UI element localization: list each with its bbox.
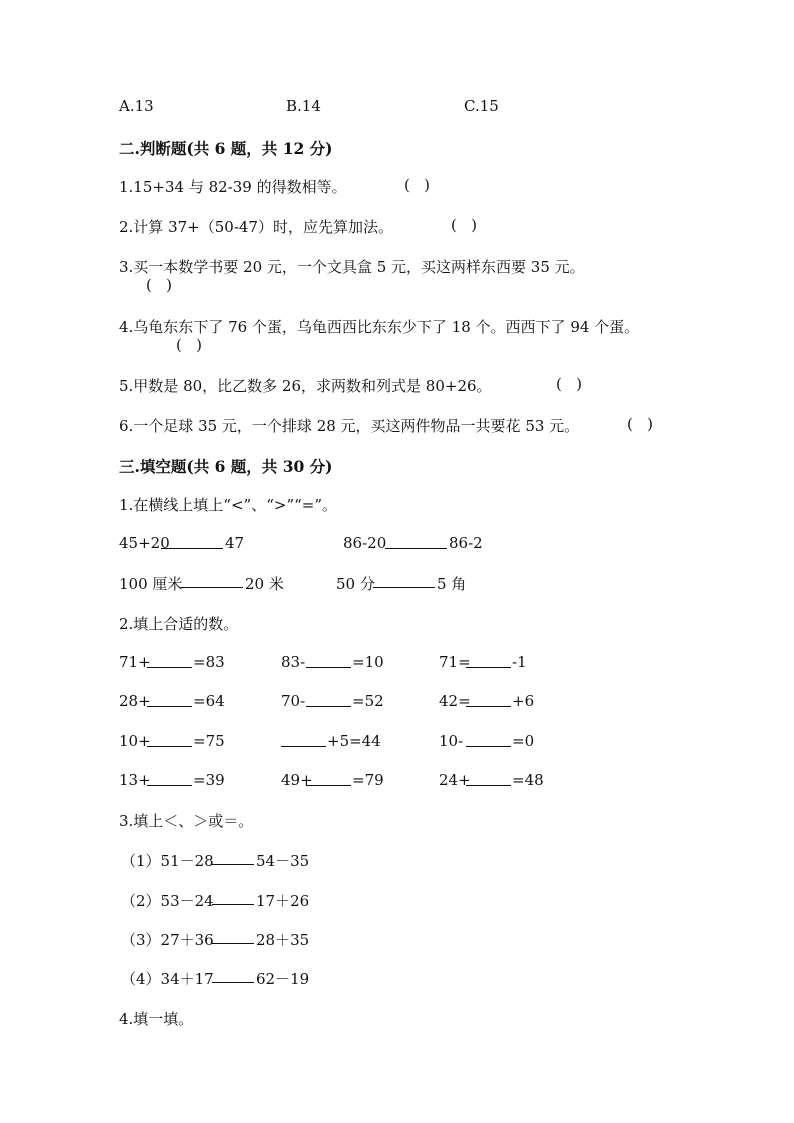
expr-part: =75 <box>193 732 225 750</box>
answer-blank[interactable] <box>466 653 511 668</box>
answer-blank[interactable] <box>385 534 447 549</box>
answer-blank[interactable] <box>466 771 511 786</box>
expr-part: =52 <box>352 692 384 710</box>
answer-blank[interactable] <box>147 653 192 668</box>
answer-blank[interactable] <box>466 732 511 747</box>
judge-q3: 3.买一本数学书要 20 元，一个文具盒 5 元，买这两样东西要 35 元。 <box>119 258 585 276</box>
judge-q3-answer-paren: ( ) <box>146 276 173 294</box>
judge-q2-answer-paren: ( ) <box>451 216 478 234</box>
answer-blank[interactable] <box>306 653 351 668</box>
compare-left: （4）34＋17 <box>121 970 214 988</box>
answer-blank[interactable] <box>212 850 254 865</box>
fill-q4: 4.填一填。 <box>119 1010 194 1028</box>
judge-q6: 6.一个足球 35 元，一个排球 28 元，买这两件物品一共要花 53 元。 <box>119 417 580 435</box>
expr-part: =83 <box>193 653 225 671</box>
answer-blank[interactable] <box>147 692 192 707</box>
expr-part: =48 <box>512 771 544 789</box>
answer-blank[interactable] <box>147 732 192 747</box>
judge-q5-answer-paren: ( ) <box>556 375 583 393</box>
section-2-heading: 二.判断题(共 6 题，共 12 分) <box>119 139 333 158</box>
answer-blank[interactable] <box>373 573 435 588</box>
judge-q1-answer-paren: ( ) <box>404 176 431 194</box>
option-b: B.14 <box>286 97 321 115</box>
compare-left: 45+20 <box>119 534 170 552</box>
expr-part: =79 <box>352 771 384 789</box>
expr-part: 42= <box>439 692 471 710</box>
expr-part: 10+ <box>119 732 151 750</box>
judge-q1: 1.15+34 与 82-39 的得数相等。 <box>119 178 347 196</box>
answer-blank[interactable] <box>466 692 511 707</box>
expr-part: 71+ <box>119 653 151 671</box>
compare-right: 47 <box>225 534 245 552</box>
expr-part: 71= <box>439 653 471 671</box>
fill-q2: 2.填上合适的数。 <box>119 615 239 633</box>
expr-part: 70- <box>281 692 306 710</box>
compare-right: 17＋26 <box>256 892 310 910</box>
compare-left: 50 分 <box>336 575 375 593</box>
compare-left: 100 厘米 <box>119 575 183 593</box>
expr-part: +6 <box>512 692 535 710</box>
compare-left: （3）27＋36 <box>121 931 214 949</box>
fill-q1: 1.在横线上填上“<”、“>”“=”。 <box>119 496 338 514</box>
expr-part: +5=44 <box>327 732 381 750</box>
expr-part: 28+ <box>119 692 151 710</box>
answer-blank[interactable] <box>212 968 254 983</box>
expr-part: =39 <box>193 771 225 789</box>
expr-part: 10- <box>439 732 464 750</box>
expr-part: =64 <box>193 692 225 710</box>
compare-left: （1）51－28 <box>121 852 214 870</box>
answer-blank[interactable] <box>181 573 243 588</box>
expr-part: =10 <box>352 653 384 671</box>
answer-blank[interactable] <box>306 692 351 707</box>
expr-part: 49+ <box>281 771 313 789</box>
expr-part: 13+ <box>119 771 151 789</box>
answer-blank[interactable] <box>212 929 254 944</box>
expr-part: 83- <box>281 653 306 671</box>
answer-blank[interactable] <box>147 771 192 786</box>
compare-right: 54－35 <box>256 852 310 870</box>
compare-right: 20 米 <box>245 575 284 593</box>
answer-blank[interactable] <box>161 534 223 549</box>
judge-q2: 2.计算 37+（50-47）时，应先算加法。 <box>119 218 393 236</box>
expr-part: 24+ <box>439 771 471 789</box>
judge-q4: 4.乌龟东东下了 76 个蛋，乌龟西西比东东少下了 18 个。西西下了 94 个蛋。 <box>119 318 640 336</box>
judge-q6-answer-paren: ( ) <box>627 415 654 433</box>
answer-blank[interactable] <box>306 771 351 786</box>
compare-right: 28＋35 <box>256 931 310 949</box>
judge-q4-answer-paren: ( ) <box>176 336 203 354</box>
answer-blank[interactable] <box>281 732 326 747</box>
judge-q5: 5.甲数是 80，比乙数多 26，求两数和列式是 80+26。 <box>119 377 492 395</box>
compare-right: 5 角 <box>437 575 467 593</box>
section-3-heading: 三.填空题(共 6 题，共 30 分) <box>119 457 333 476</box>
compare-right: 86-2 <box>449 534 483 552</box>
compare-left: 86-20 <box>343 534 387 552</box>
option-c: C.15 <box>464 97 499 115</box>
fill-q3: 3.填上＜、＞或＝。 <box>119 812 254 830</box>
option-a: A.13 <box>119 97 154 115</box>
compare-left: （2）53－24 <box>121 892 214 910</box>
expr-part: =0 <box>512 732 535 750</box>
answer-blank[interactable] <box>212 890 254 905</box>
compare-right: 62－19 <box>256 970 310 988</box>
expr-part: -1 <box>512 653 527 671</box>
